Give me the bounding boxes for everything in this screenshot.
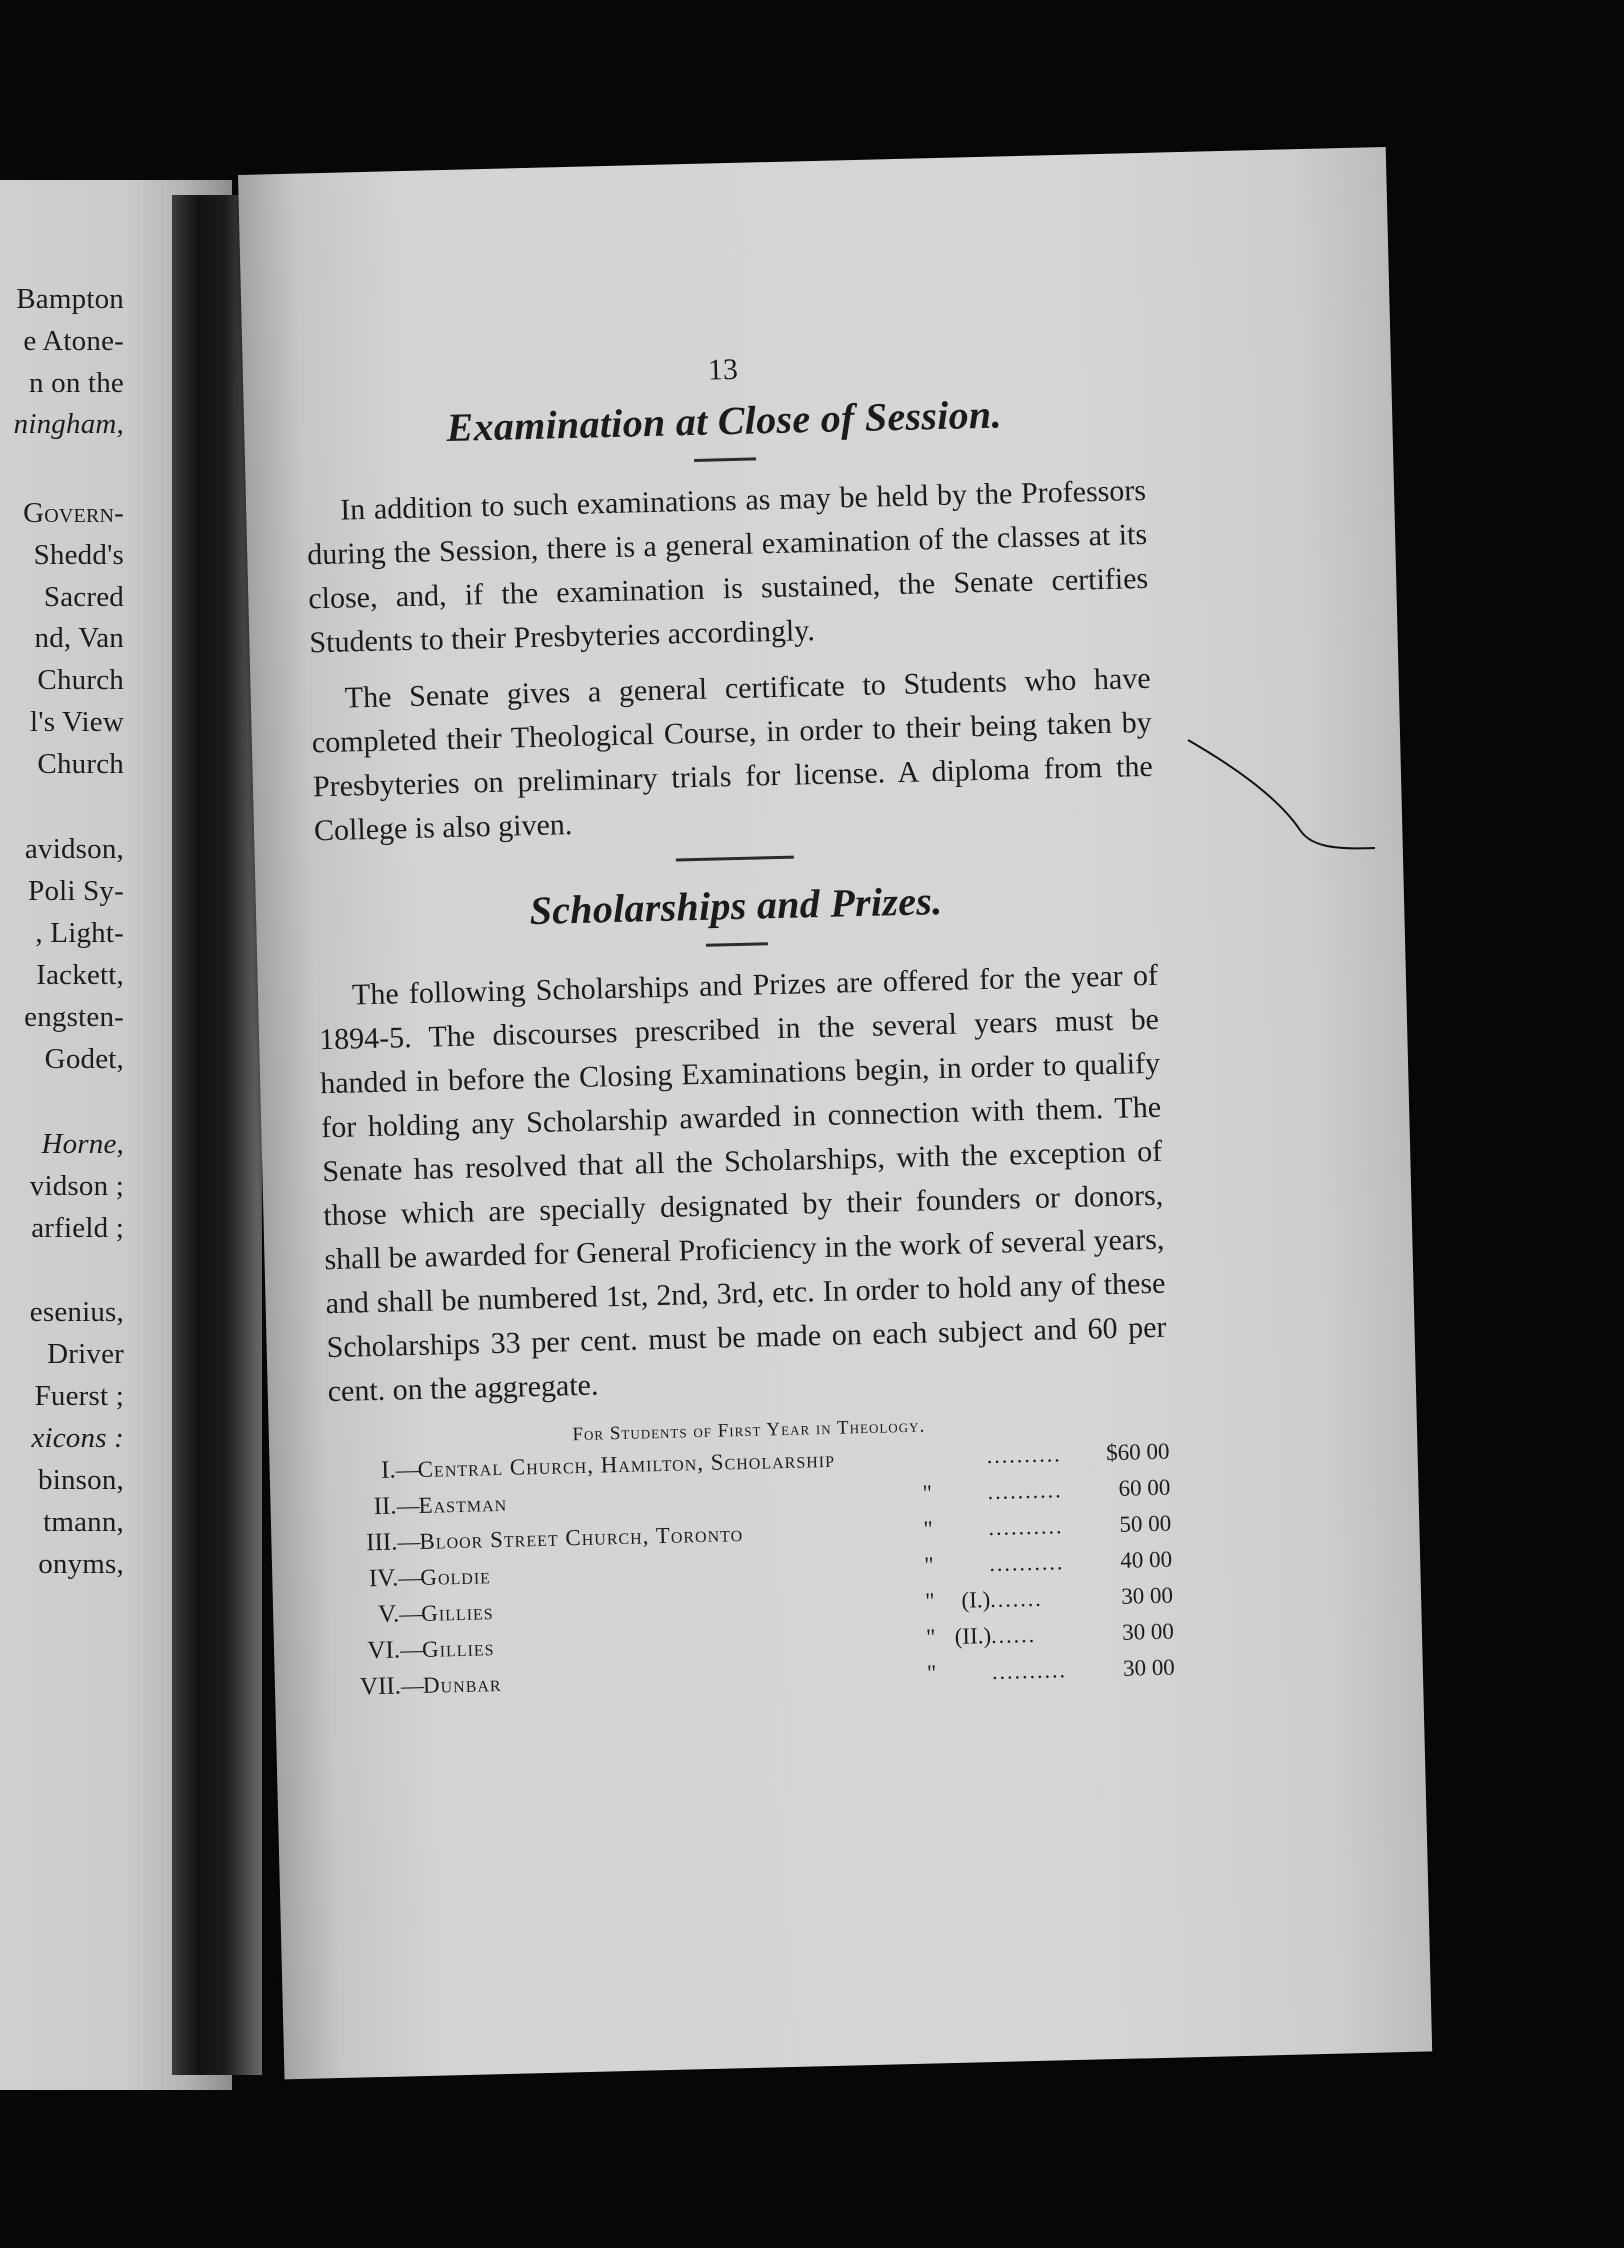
award-name: Gillies xyxy=(421,1635,495,1662)
left-page-line: nd, Van xyxy=(34,622,124,654)
ditto-mark: " xyxy=(926,1660,937,1686)
left-page-line: , Light- xyxy=(35,917,124,949)
section-heading-examination: Examination at Close of Session. xyxy=(446,391,1003,450)
ditto-mark: " xyxy=(924,1588,935,1614)
heading-rule xyxy=(706,942,768,947)
leader-dots: .......... xyxy=(986,1441,1062,1469)
ditto-mark xyxy=(908,1464,946,1465)
left-page-line: Bampton xyxy=(16,283,124,315)
leader-dots: .......... xyxy=(987,1477,1063,1505)
ditto-mark: " xyxy=(923,1516,934,1542)
ditto-mark: " xyxy=(925,1624,936,1650)
left-page-line: l's View xyxy=(30,706,124,738)
left-page-line: engsten- xyxy=(24,1001,124,1033)
left-page-line: Sacred xyxy=(43,581,124,613)
award-amount: 40 00 xyxy=(1120,1546,1173,1573)
right-page xyxy=(238,147,1432,2079)
award-dash: — xyxy=(400,1672,425,1699)
left-page-line: tmann, xyxy=(43,1506,124,1538)
award-numeral: I. xyxy=(380,1456,396,1484)
left-page-line: e Atone- xyxy=(23,325,124,357)
paragraph-examination: In addition to such examinations as may be held by the Professors during the Session, there is a general examination of the classes at its close, and, if the examination is sustained, the Senate certifies Students to their Presbyteries accordingly. xyxy=(306,473,1149,660)
left-page-line: esenius, xyxy=(29,1296,124,1328)
ditto-mark: " xyxy=(924,1552,935,1578)
heading-rule xyxy=(694,457,756,462)
left-page-line: Govern- xyxy=(23,497,124,529)
left-page-line: vidson ; xyxy=(29,1170,124,1202)
award-numeral: VII. xyxy=(359,1672,402,1701)
awards-table-title: For Students of First Year in Theology. xyxy=(572,1415,926,1446)
award-dash: — xyxy=(395,1456,419,1483)
award-dash: — xyxy=(397,1528,421,1555)
left-page-line: arfield ; xyxy=(31,1212,124,1244)
left-page-line: Fuerst ; xyxy=(34,1380,124,1412)
award-numeral: VI. xyxy=(367,1636,401,1665)
award-numeral: III. xyxy=(365,1528,398,1557)
left-page-line: avidson, xyxy=(24,833,124,865)
award-note xyxy=(948,1571,989,1572)
left-page-line: ningham, xyxy=(13,408,124,440)
left-page-line: Godet, xyxy=(44,1043,124,1075)
paragraph-certificate: The Senate gives a general certificate to Students who have completed their Theological Course, in order to their being taken by Presbyteries on preliminary trials for license. A diploma from the College is also given. xyxy=(311,661,1154,848)
award-amount: 30 00 xyxy=(1122,1654,1176,1681)
left-page-line: xicons : xyxy=(31,1422,124,1454)
paragraph-scholarships: The following Scholarships and Prizes are offered for the year of 1894-5. The discourses prescribed in the several years must be handed in before the Closing Examinations begin, in order to qualify for holding any Scholarship awarded in connection with them. The Senate has resolved that all the Scholarships, with the exception of those which are specially designated by their founders or donors, shall be awarded for General Proficiency in the work of several years, and shall be numbered 1st, 2nd, 3rd, etc. In order to hold any of these Scholarships 33 per cent. must be made on each subject and 60 per cent. on the aggregate. xyxy=(318,958,1167,1409)
award-numeral: IV. xyxy=(368,1564,399,1593)
award-dash: — xyxy=(398,1600,423,1627)
award-numeral: II. xyxy=(373,1492,397,1521)
leader-dots: ....... xyxy=(989,1585,1044,1613)
award-note xyxy=(951,1679,992,1680)
award-amount: 30 00 xyxy=(1120,1582,1174,1609)
award-dash: — xyxy=(399,1636,424,1663)
section-divider xyxy=(676,856,794,862)
left-page-line: onyms, xyxy=(38,1548,124,1580)
ditto-mark: " xyxy=(922,1480,933,1506)
left-page-line: n on the xyxy=(28,367,124,399)
leader-dots: .......... xyxy=(989,1549,1065,1577)
award-note: (II.) xyxy=(954,1623,992,1649)
award-amount: 50 00 xyxy=(1119,1510,1172,1537)
award-dash: — xyxy=(396,1492,420,1519)
left-page-line: Church xyxy=(37,748,124,780)
award-name: Bloor Street Church, Toronto xyxy=(419,1521,744,1554)
left-page-line: Poli Sy- xyxy=(28,875,124,907)
left-page-line: Driver xyxy=(47,1338,124,1370)
leader-dots: .......... xyxy=(991,1657,1068,1685)
award-name: Eastman xyxy=(418,1490,508,1518)
award-amount: 60 00 xyxy=(1118,1474,1171,1501)
pen-mark xyxy=(1180,720,1380,860)
left-page-line: binson, xyxy=(38,1464,124,1496)
award-note: (I.) xyxy=(961,1587,991,1613)
award-name: Goldie xyxy=(419,1563,492,1590)
award-note xyxy=(947,1535,988,1536)
page-number: 13 xyxy=(707,352,739,387)
award-dash: — xyxy=(397,1564,422,1591)
leader-dots: .......... xyxy=(988,1513,1064,1541)
awards-table xyxy=(329,1438,1175,1710)
award-name: Central Church, Hamilton, Scholarship xyxy=(417,1446,836,1482)
section-heading-scholarships: Scholarships and Prizes. xyxy=(529,878,943,934)
left-page-line: Shedd's xyxy=(33,539,124,571)
left-page-line: Iackett, xyxy=(36,959,124,991)
award-name: Dunbar xyxy=(422,1671,502,1698)
award-note xyxy=(945,1463,986,1464)
award-amount: $60 00 xyxy=(1105,1438,1170,1466)
award-note xyxy=(946,1499,987,1500)
left-page-line: Church xyxy=(37,664,124,696)
award-numeral: V. xyxy=(377,1600,400,1629)
award-amount: 30 00 xyxy=(1121,1618,1175,1645)
leader-dots: ...... xyxy=(990,1621,1037,1649)
award-name: Gillies xyxy=(420,1599,494,1626)
page-content xyxy=(303,343,1176,1710)
left-page-line: Horne, xyxy=(41,1128,124,1160)
